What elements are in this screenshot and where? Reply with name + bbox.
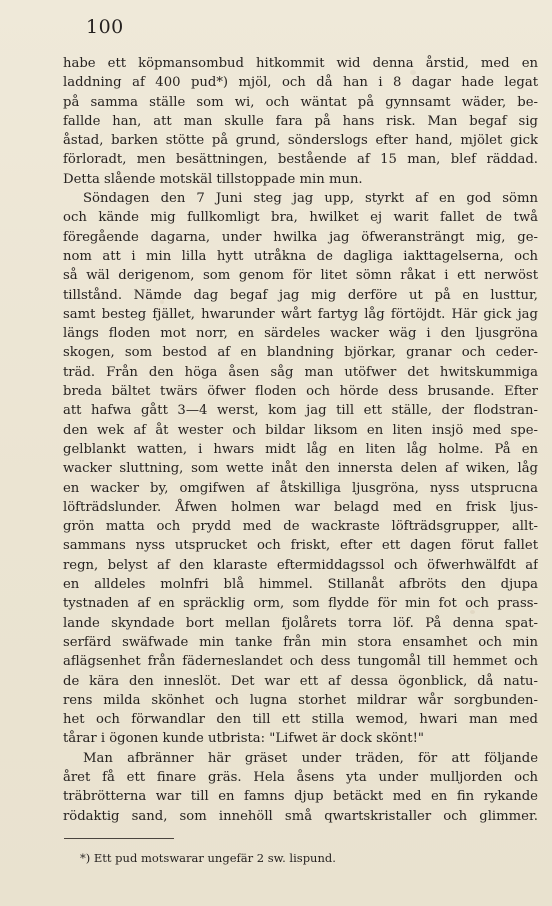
- text-line: åstad, barken stötte på grund, sönderslogs efter hand, mjölet gick: [63, 133, 538, 149]
- text-line: på samma ställe som wi, och wäntat på gynnsamt wäder, be-: [63, 94, 538, 110]
- body-text: [63, 54, 538, 826]
- text-line: och kände mig fullkomligt bra, hwilket ej warit fallet de twå: [63, 210, 538, 226]
- text-line: en wacker by, omgifwen af åtskilliga ljusgröna, nyss utsprucna: [63, 480, 538, 496]
- text-line: regn, belyst af den klaraste eftermiddagssol och öfwerhwälfdt af: [63, 557, 538, 573]
- text-line: året få ett finare gräs. Hela åsens yta under mulljorden och: [63, 769, 538, 785]
- text-line: träbrötterna war till en famns djup betäckt med en fin rykande: [63, 789, 538, 805]
- text-line: wacker sluttning, som wette inåt den innersta delen af wiken, låg: [63, 461, 538, 477]
- text-line: rödaktig sand, som innehöll små qwartskristaller och glimmer.: [63, 808, 538, 824]
- paragraph-start-line: Söndagen den 7 Juni steg jag upp, styrkt af en god sömn: [83, 191, 538, 207]
- text-line: föregående dagarna, under hwilka jag öfweransträngt mig, ge-: [63, 229, 538, 245]
- text-line: breda bältet twärs öfwer floden och hörde dess brusande. Efter: [63, 384, 538, 400]
- text-line: samt besteg fjället, hwarunder wårt fartyg låg förtöjdt. Här gick jag: [63, 306, 538, 322]
- text-line: längs floden mot norr, en särdeles wacker wäg i den ljusgröna: [63, 326, 538, 342]
- text-line: den wek af åt wester och bildar liksom en liten insjö med spe-: [63, 422, 538, 438]
- text-line: lande skyndade bort mellan fjolårets torra löf. På denna spat-: [63, 615, 538, 631]
- page-number: 100: [86, 16, 124, 38]
- text-line: aflägsenhet från fäderneslandet och dess tungomål till hemmet och: [63, 654, 538, 670]
- text-line: Detta slående motskäl tillstoppade min mun.: [63, 171, 363, 187]
- text-line: grön matta och prydd med de wackraste löfträdsgrupper, allt-: [63, 519, 538, 535]
- text-line: tystnaden af en spräcklig orm, som flydde för min fot och prass-: [63, 596, 538, 612]
- text-line: förloradt, men besättningen, bestående af 15 man, blef räddad.: [63, 152, 538, 168]
- text-line: en alldeles molnfri blå himmel. Stillanåt afbröts den djupa: [63, 577, 538, 593]
- text-line: skogen, som bestod af en blandning björkar, granar och ceder-: [63, 345, 538, 361]
- text-line: så wäl derigenom, som genom för litet sömn råkat i ett nerwöst: [63, 268, 538, 284]
- text-line: sammans nyss utsprucket och friskt, efter ett dagen förut fallet: [63, 538, 538, 554]
- text-line: rens milda skönhet och lugna storhet mildrar wår sorgbunden-: [63, 692, 538, 708]
- text-line: het och förwandlar den till ett stilla wemod, hwari man med: [63, 712, 538, 728]
- footnote: *) Ett pud motswarar ungefär 2 sw. lispund.: [80, 851, 336, 865]
- text-line: nom att i min lilla hytt utråkna de dagliga iakttagelserna, och: [63, 248, 538, 264]
- text-line: tårar i ögonen kunde utbrista: "Lifwet är dock skönt!": [63, 731, 424, 747]
- text-line: laddning af 400 pud*) mjöl, och då han i 8 dagar hade legat: [63, 75, 538, 91]
- footnote-divider: [64, 838, 174, 839]
- text-line: löfträdslunder. Åfwen holmen war belagd med en frisk ljus-: [63, 499, 538, 515]
- text-line: träd. Från den höga åsen såg man utöfwer det hwitskummiga: [63, 364, 538, 380]
- text-line: fallde han, att man skulle fara på hans risk. Man begaf sig: [63, 113, 538, 129]
- text-line: tillstånd. Nämde dag begaf jag mig derföre ut på en lusttur,: [63, 287, 538, 303]
- text-line: gelblankt watten, i hwars midt låg en liten låg holme. På en: [63, 441, 538, 457]
- paragraph-start-line: Man afbränner här gräset under träden, för att följande: [83, 750, 538, 766]
- text-line: serfärd swäfwade min tanke från min stora ensamhet och min: [63, 634, 538, 650]
- text-line: att hafwa gått 3—4 werst, kom jag till ett ställe, der flodstran-: [63, 403, 538, 419]
- text-line: de kära den inneslöt. Det war ett af dessa ögonblick, då natu-: [63, 673, 538, 689]
- text-line: habe ett köpmansombud hitkommit wid denna årstid, med en: [63, 56, 538, 71]
